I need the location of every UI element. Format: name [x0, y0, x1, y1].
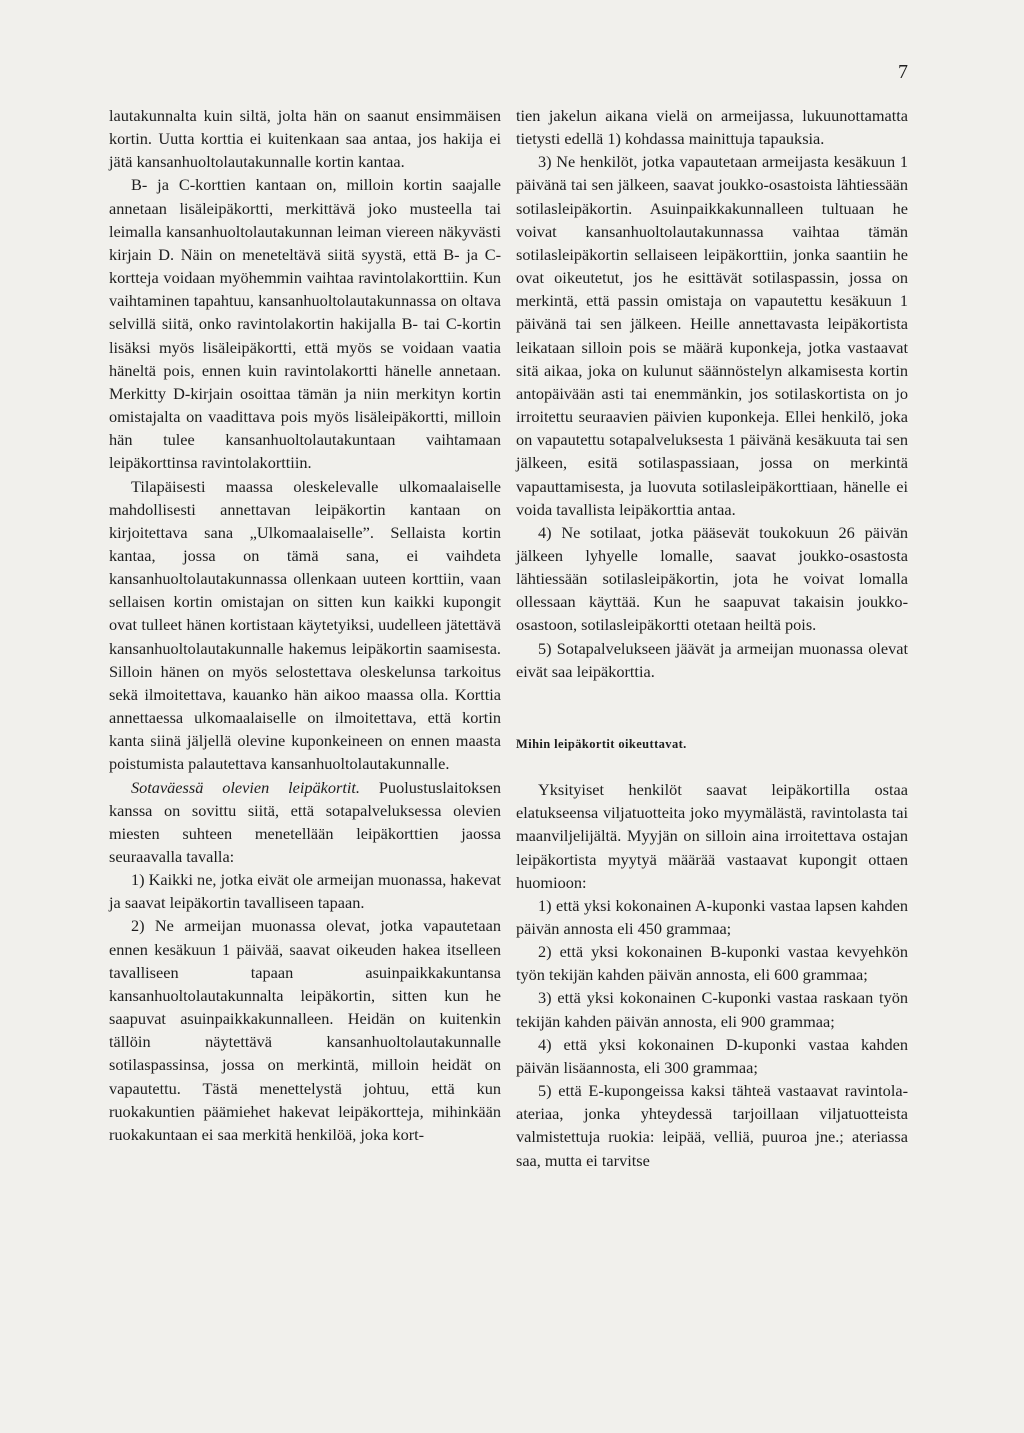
list-item: 4) Ne sotilaat, jotka pääsevät toukokuun 26 päivän jälkeen lyhyelle lomalle, saavat joukko-osastosta lähtiessään sotilasleipäkortin, jota he voivat lomalla ollessaan käyttää. Kun he saapuvat takaisin joukko-osastoon, sotilasleipäkortti otetaan heiltä pois.: [516, 522, 908, 635]
left-column: [109, 104, 501, 1146]
list-item: 3) että yksi kokonainen C-kuponki vastaa raskaan työn tekijän kahden päivän annosta, eli 900 grammaa;: [516, 988, 908, 1031]
list-item: 2) Ne armeijan muonassa olevat, jotka vapautetaan ennen kesäkuun 1 päivää, saavat oikeuden hakea itselleen tavalliseen tapaan asuinpaikkakuntansa kansanhuoltolautakunnalta leipäkortin, sitten kun he saapuvat asuinpaikkakunnalleen. Heidän on kuitenkin tällöin näytettävä kansanhuoltolautakunnalle sotilaspassinsa, jossa on merkintä, milloin heidät on vapautettu. Tästä menettelystä johtuu, että kun ruokakuntien päämiehet hakevat leipäkortteja, mihinkään ruokakuntaan ei saa merkitä henkilöä, joka kort-: [109, 916, 501, 1144]
paragraph: B- ja C-korttien kantaan on, milloin kortin saajalle annetaan lisäleipäkortti, merkittävä joko musteella tai leimalla kansanhuoltolautakunnan leiman viereen näkyvästi kirjain D. Näin on meneteltävä siitä syystä, että B- ja C-kortteja voidaan myöhemmin vaihtaa ravintolakorttiin. Kun vaihtaminen tapahtuu, kansanhuoltolautakunnassa on oltava selvillä siitä, onko ravintolakortin hakijalla B- tai C-kortin lisäksi myös lisäleipäkortti, että myös se voidaan vaatia häneltä pois, ennen kuin ravintolakortti hänelle annetaan. Merkitty D-kirjain osoittaa tämän ja niin merkityn kortin omistajalta on vaadittava pois myös lisäleipäkortti, milloin hän tulee kansanhuoltolautakuntaan vaihtamaan leipäkorttinsa ravintolakorttiin.: [109, 175, 501, 473]
paragraph: tien jakelun aikana vielä on armeijassa, lukuunottamatta tietysti edellä 1) kohdassa mainittuja tapauksia.: [516, 106, 908, 149]
list-item: 4) että yksi kokonainen D-kuponki vastaa kahden päivän lisäannosta, eli 300 grammaa;: [516, 1034, 908, 1077]
list-item: 3) Ne henkilöt, jotka vapautetaan armeijasta kesäkuun 1 päivänä tai sen jälkeen, saavat joukko-osastoista lähtiessään sotilasleipäkortin. Asuinpaikkakunnalleen tultuaan he voivat kansanhuoltolautakunnassa vaihtaa tämän sotilasleipäkortin sellaiseen leipäkorttiin, jonka saantiin he ovat oikeutetut, jos he esittävät sotilaspassin, jossa on merkintä, että passin omistaja on vapautettu kesäkuun 1 päivänä tai sen jälkeen. Heille annettavasta leipäkortista leikataan silloin pois se määrä kuponkeja, jotka vastaavat sitä aikaa, joka on kulunut säännöstelyn alkamisesta kortin antopäivään asti tai enemmänkin, jos sotilaskortista on jo irroitettu seuraavien päivien kuponkeja. Ellei henkilö, joka on vapautettu sotapalveluksesta 1 päivänä kesäkuuta tai sen jälkeen, esitä sotilaspassiaan, jossa on merkintä vapauttamisesta, ja luovuta sotilasleipäkorttiaan, hänelle ei voida tavallista leipäkorttia antaa.: [516, 152, 908, 519]
list-item: 2) että yksi kokonainen B-kuponki vastaa kevyehkön työn tekijän kahden päivän annosta, eli 600 grammaa;: [516, 942, 908, 985]
list-item: 1) Kaikki ne, jotka eivät ole armeijan muonassa, hakevat ja saavat leipäkortin tavalliseen tapaan.: [109, 870, 501, 913]
list-item: 5) että E-kupongeissa kaksi tähteä vastaavat ravintola-ateriaa, jonka yhteydessä tarjoillaan viljatuotteista valmistettuja ruokia: leipää, velliä, puuroa jne.; ateriassa saa, mutta ei tarvitse: [516, 1081, 908, 1170]
paragraph-text: Puolustuslaitoksen kanssa on sovittu siitä, että sotapalveluksessa olevien miesten suhteen menetellään leipäkorttien jaossa seuraavalla tavalla:: [109, 777, 501, 866]
paragraph: lautakunnalta kuin siltä, jolta hän on saanut ensimmäisen kortin. Uutta korttia ei kuitenkaan saa antaa, jos hakija ei jätä kansanhuoltolautakunnalle kortin kantaa.: [109, 106, 501, 172]
paragraph: Tilapäisesti maassa oleskelevalle ulkomaalaiselle mahdollisesti annettavan leipäkortin kantaan on kirjoitettava sana „Ulkomaalaiselle”. Sellaista kortin kantaa, jossa on tämä sana, ei vaihdeta kansanhuoltolautakunnassa ollenkaan uuteen korttiin, vaan sellaisen kortin omistajan on sitten kun kaikki kupongit ovat tulleet hänen kortistaan käytetyiksi, uudelleen jätettävä kansanhuoltolautakunnalle hakemus leipäkortin saamisesta. Silloin hänen on myös selostettava oleskelunsa tarkoitus sekä ilmoitettava, kauanko hän aikoo maassa olla. Korttia annettaessa ulkomaalaiselle on ilmoitettava, että kortin kanta siinä jäljellä olevine kuponkeineen on ennen maasta poistumista palautettava kansanhuoltolautakunnalle.: [109, 476, 501, 774]
list-item: 5) Sotapalvelukseen jäävät ja armeijan muonassa olevat eivät saa leipäkorttia.: [516, 638, 908, 681]
paragraph: [109, 776, 501, 869]
section-heading: Mihin leipäkortit oikeuttavat.: [516, 736, 687, 751]
list-item: 1) että yksi kokonainen A-kuponki vastaa lapsen kahden päivän annosta eli 450 grammaa;: [516, 895, 908, 938]
paragraph: Yksityiset henkilöt saavat leipäkortilla ostaa elatukseensa viljatuotteita joko myymälästä, ravintolasta tai maanviljelijältä. Myyjän on silloin aina irroitettava ostajan leipäkortista myytyä määrää vastaavat kupongit ottaen huomioon:: [516, 780, 908, 892]
page-number: 7: [898, 61, 908, 83]
right-column: [516, 104, 908, 1172]
section-lead: Sotaväessä olevien leipäkortit.: [131, 777, 360, 797]
